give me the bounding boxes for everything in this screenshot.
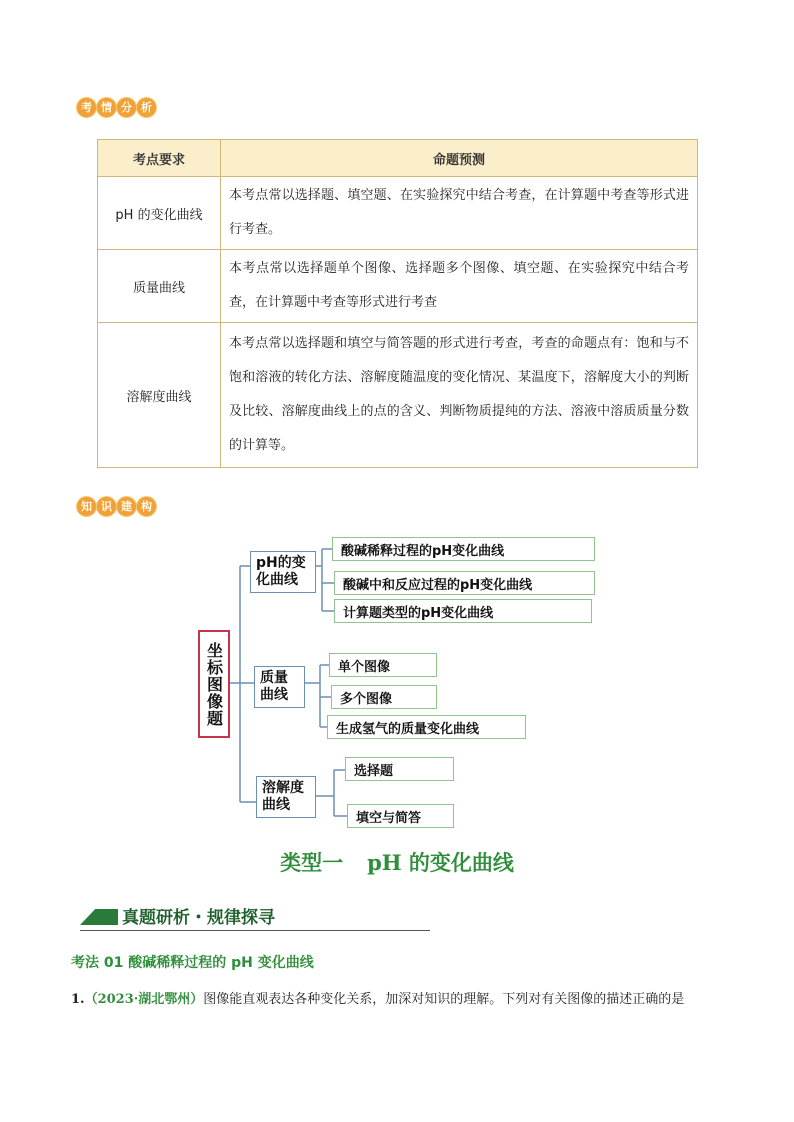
badge-char: 分 — [117, 98, 136, 117]
heading-underline — [80, 930, 430, 931]
branch-mass: 质量曲线 — [254, 666, 305, 708]
leaf-ph-dilution: 酸碱稀释过程的pH变化曲线 — [332, 537, 595, 561]
section-heading — [80, 903, 430, 929]
mind-map-root: 坐标图像题 — [198, 630, 230, 738]
table-cell-point: 溶解度曲线 — [98, 323, 221, 468]
table-cell-desc: 本考点常以选择题、填空题、在实验探究中结合考查，在计算题中考查等形式进行考查。 — [221, 177, 698, 250]
section-heading-text: 真题研析・规律探寻 — [122, 908, 275, 928]
question-source: （2023·湖北鄂州） — [84, 992, 204, 1007]
leaf-mass-single: 单个图像 — [329, 653, 437, 677]
type-title — [0, 847, 794, 877]
method-title: 考法 01 酸碱稀释过程的 pH 变化曲线 — [71, 955, 314, 971]
table-row — [98, 250, 698, 323]
type-title-prefix: 类型一 — [280, 851, 344, 875]
badge-char: 考 — [77, 98, 96, 117]
leaf-solubility-choice: 选择题 — [345, 757, 454, 781]
branch-ph: pH的变化曲线 — [250, 551, 316, 593]
heading-bar-decoration — [80, 909, 118, 925]
badge-char: 建 — [117, 497, 136, 516]
question-number: 1. — [71, 992, 85, 1007]
badge-char: 情 — [97, 98, 116, 117]
section-badge-knowledge — [77, 497, 156, 516]
leaf-mass-hydrogen: 生成氢气的质量变化曲线 — [327, 715, 526, 739]
header-point: 考点要求 — [98, 140, 221, 177]
table-header-row — [98, 140, 698, 177]
badge-char: 构 — [137, 497, 156, 516]
badge-char: 识 — [97, 497, 116, 516]
leaf-solubility-fill: 填空与简答 — [347, 804, 454, 828]
table-cell-desc: 本考点常以选择题单个图像、选择题多个图像、填空题、在实验探究中结合考查，在计算题中考查等形式进行考查 — [221, 250, 698, 323]
table-cell-point: 质量曲线 — [98, 250, 221, 323]
table-row — [98, 177, 698, 250]
badge-char: 知 — [77, 497, 96, 516]
leaf-mass-multiple: 多个图像 — [331, 685, 437, 709]
leaf-ph-neutralization: 酸碱中和反应过程的pH变化曲线 — [334, 571, 595, 595]
header-forecast: 命题预测 — [221, 140, 698, 177]
badge-char: 析 — [137, 98, 156, 117]
table-cell-desc: 本考点常以选择题和填空与简答题的形式进行考查，考查的命题点有：饱和与不饱和溶液的转化方法、溶解度随温度的变化情况、某温度下，溶解度大小的判断及比较、溶解度曲线上的点的含义、判断物质提纯的方法、溶液中溶质质量分数的计算等。 — [221, 323, 698, 468]
question-text: 图像能直观表达各种变化关系，加深对知识的理解。下列对有关图像的描述正确的是 — [203, 992, 685, 1007]
analysis-table — [97, 139, 698, 468]
section-badge-analysis — [77, 98, 156, 117]
type-title-text: pH 的变化曲线 — [367, 850, 514, 875]
question-1 — [71, 988, 684, 1007]
leaf-ph-calculation: 计算题类型的pH变化曲线 — [334, 599, 592, 623]
table-cell-point: pH 的变化曲线 — [98, 177, 221, 250]
branch-solubility: 溶解度曲线 — [256, 776, 316, 818]
table-row — [98, 323, 698, 468]
